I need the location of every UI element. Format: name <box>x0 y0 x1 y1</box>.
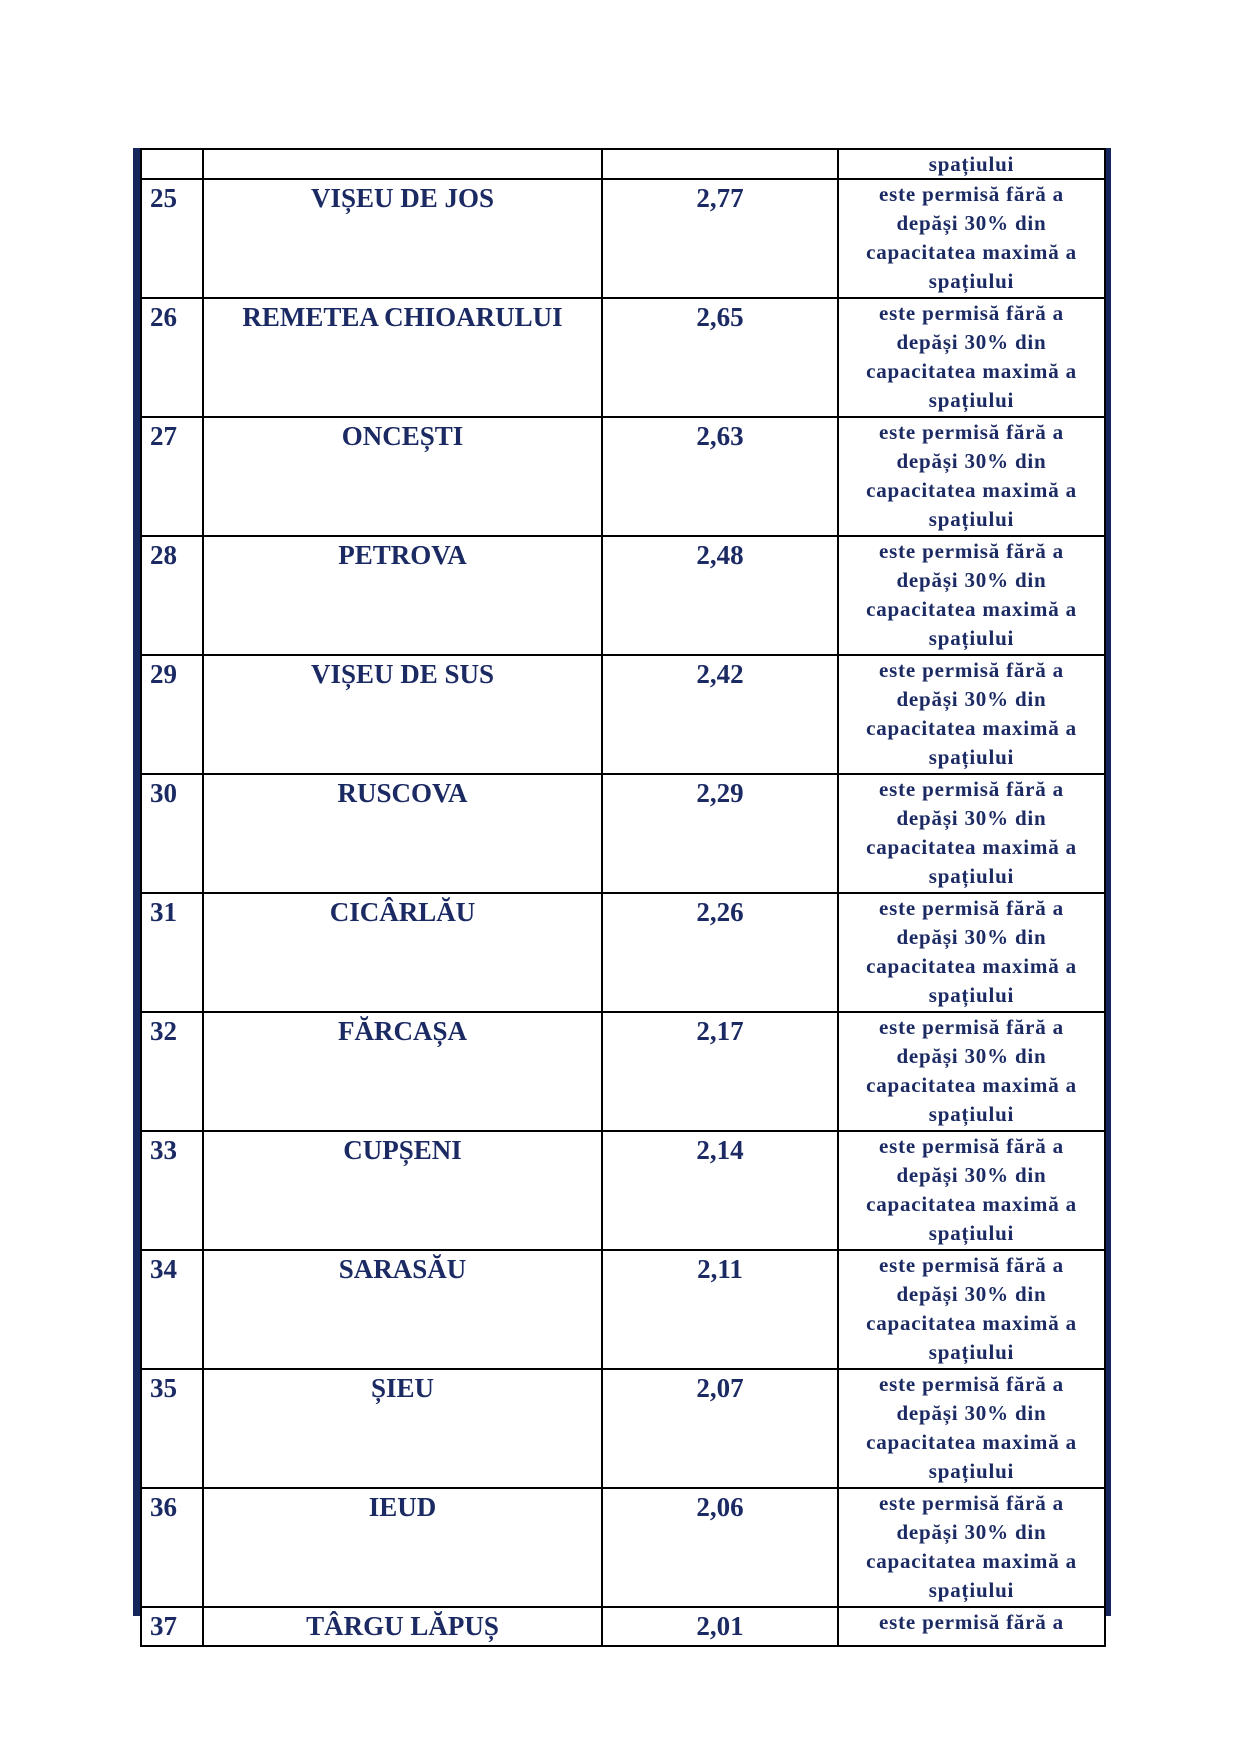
row-number: 36 <box>141 1488 203 1607</box>
note-line: spațiului <box>928 388 1015 412</box>
note-line: capacitatea maximă a <box>866 1311 1077 1335</box>
note-line: capacitatea maximă a <box>866 478 1077 502</box>
locality-name: FĂRCAȘA <box>203 1012 602 1131</box>
note-line: capacitatea maximă a <box>866 716 1077 740</box>
row-number: 32 <box>141 1012 203 1131</box>
note-line: este permisă fără a <box>879 658 1064 682</box>
table-row <box>141 417 1105 536</box>
note-line: capacitatea maximă a <box>866 954 1077 978</box>
num-cell <box>141 149 203 179</box>
table-row <box>141 1488 1105 1607</box>
restriction-note <box>838 1607 1105 1646</box>
row-number: 28 <box>141 536 203 655</box>
locality-name: ONCEȘTI <box>203 417 602 536</box>
restriction-note <box>838 655 1105 774</box>
incidence-value: 2,06 <box>602 1488 838 1607</box>
restriction-note <box>838 1488 1105 1607</box>
table-row <box>141 1369 1105 1488</box>
note-line: depăși 30% din <box>896 925 1047 949</box>
note-line: depăși 30% din <box>896 1044 1047 1068</box>
note-line: spațiului <box>928 745 1015 769</box>
value-cell <box>602 149 838 179</box>
continued-row <box>141 149 1105 179</box>
row-number: 26 <box>141 298 203 417</box>
table-row <box>141 298 1105 417</box>
note-line: este permisă fără a <box>879 1610 1064 1634</box>
table-body <box>141 149 1105 1646</box>
note-line: spațiului <box>928 269 1015 293</box>
restriction-note <box>838 417 1105 536</box>
table-row <box>141 1131 1105 1250</box>
note-line: depăși 30% din <box>896 568 1047 592</box>
note-line: capacitatea maximă a <box>866 1073 1077 1097</box>
note-line: capacitatea maximă a <box>866 597 1077 621</box>
incidence-table-wrapper <box>133 148 1111 1641</box>
table-row <box>141 179 1105 298</box>
row-number: 35 <box>141 1369 203 1488</box>
note-line: capacitatea maximă a <box>866 1549 1077 1573</box>
restriction-note <box>838 1012 1105 1131</box>
incidence-value: 2,63 <box>602 417 838 536</box>
row-number: 31 <box>141 893 203 1012</box>
note-line: capacitatea maximă a <box>866 835 1077 859</box>
note-line: este permisă fără a <box>879 1491 1064 1515</box>
note-line: depăși 30% din <box>896 806 1047 830</box>
row-number: 27 <box>141 417 203 536</box>
table-left-border <box>133 148 140 1616</box>
note-line: este permisă fără a <box>879 182 1064 206</box>
note-line: depăși 30% din <box>896 330 1047 354</box>
row-number: 37 <box>141 1607 203 1646</box>
note-line: spațiului <box>928 1221 1015 1245</box>
table-row <box>141 893 1105 1012</box>
locality-name: REMETEA CHIOARULUI <box>203 298 602 417</box>
note-line: depăși 30% din <box>896 211 1047 235</box>
note-line: capacitatea maximă a <box>866 240 1077 264</box>
locality-name: VIȘEU DE SUS <box>203 655 602 774</box>
incidence-value: 2,17 <box>602 1012 838 1131</box>
restriction-note <box>838 1369 1105 1488</box>
note-line: depăși 30% din <box>896 449 1047 473</box>
restriction-note <box>838 1131 1105 1250</box>
table-row <box>141 1012 1105 1131</box>
incidence-value: 2,26 <box>602 893 838 1012</box>
restriction-note <box>838 179 1105 298</box>
note-line: spațiului <box>928 1102 1015 1126</box>
incidence-value: 2,42 <box>602 655 838 774</box>
note-line: spațiului <box>928 152 1015 176</box>
incidence-value: 2,14 <box>602 1131 838 1250</box>
row-number: 29 <box>141 655 203 774</box>
table-row <box>141 536 1105 655</box>
row-number: 30 <box>141 774 203 893</box>
note-line: depăși 30% din <box>896 1401 1047 1425</box>
note-line: spațiului <box>928 1578 1015 1602</box>
table-row-partial <box>141 1607 1105 1646</box>
note-line: este permisă fără a <box>879 896 1064 920</box>
row-number: 34 <box>141 1250 203 1369</box>
restriction-note <box>838 1250 1105 1369</box>
locality-name: SARASĂU <box>203 1250 602 1369</box>
incidence-value: 2,01 <box>602 1607 838 1646</box>
note-line: depăși 30% din <box>896 1163 1047 1187</box>
incidence-value: 2,48 <box>602 536 838 655</box>
incidence-value: 2,65 <box>602 298 838 417</box>
note-line: capacitatea maximă a <box>866 1430 1077 1454</box>
note-line: spațiului <box>928 626 1015 650</box>
locality-name: CICÂRLĂU <box>203 893 602 1012</box>
incidence-value: 2,07 <box>602 1369 838 1488</box>
locality-name: IEUD <box>203 1488 602 1607</box>
locality-name: TÂRGU LĂPUȘ <box>203 1607 602 1646</box>
note-line: spațiului <box>928 983 1015 1007</box>
note-line: este permisă fără a <box>879 777 1064 801</box>
note-line: este permisă fără a <box>879 539 1064 563</box>
note-line: capacitatea maximă a <box>866 359 1077 383</box>
note-line: capacitatea maximă a <box>866 1192 1077 1216</box>
note-cell <box>838 149 1105 179</box>
table-row <box>141 1250 1105 1369</box>
note-line: depăși 30% din <box>896 687 1047 711</box>
incidence-table <box>140 148 1106 1647</box>
name-cell <box>203 149 602 179</box>
note-line: este permisă fără a <box>879 1134 1064 1158</box>
note-line: spațiului <box>928 1459 1015 1483</box>
incidence-value: 2,29 <box>602 774 838 893</box>
incidence-value: 2,77 <box>602 179 838 298</box>
locality-name: PETROVA <box>203 536 602 655</box>
note-line: este permisă fără a <box>879 301 1064 325</box>
note-line: este permisă fără a <box>879 420 1064 444</box>
locality-name: VIȘEU DE JOS <box>203 179 602 298</box>
note-line: este permisă fără a <box>879 1372 1064 1396</box>
note-line: depăși 30% din <box>896 1520 1047 1544</box>
locality-name: ȘIEU <box>203 1369 602 1488</box>
restriction-note <box>838 536 1105 655</box>
note-line: spațiului <box>928 507 1015 531</box>
note-line: spațiului <box>928 864 1015 888</box>
table-row <box>141 655 1105 774</box>
restriction-note <box>838 774 1105 893</box>
note-line: este permisă fără a <box>879 1253 1064 1277</box>
row-number: 25 <box>141 179 203 298</box>
restriction-note <box>838 298 1105 417</box>
locality-name: RUSCOVA <box>203 774 602 893</box>
note-line: este permisă fără a <box>879 1015 1064 1039</box>
restriction-note <box>838 893 1105 1012</box>
row-number: 33 <box>141 1131 203 1250</box>
note-line: depăși 30% din <box>896 1282 1047 1306</box>
incidence-value: 2,11 <box>602 1250 838 1369</box>
note-line: spațiului <box>928 1340 1015 1364</box>
table-row <box>141 774 1105 893</box>
locality-name: CUPȘENI <box>203 1131 602 1250</box>
